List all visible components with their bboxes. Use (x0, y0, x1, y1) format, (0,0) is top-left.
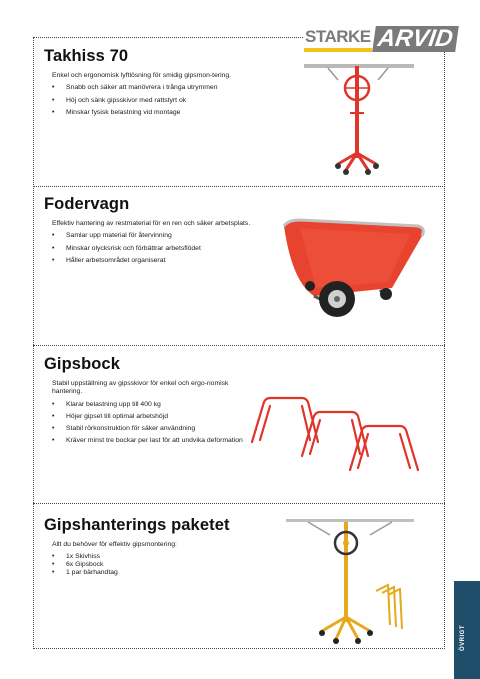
panel-lift-illustration (298, 58, 416, 176)
side-tab-ovrigt[interactable] (454, 581, 480, 679)
section-paketet (44, 516, 274, 577)
list-item: • 1x Skivhiss (52, 553, 256, 561)
list-item: • Minskar fysisk belastning vid montage (52, 109, 256, 117)
bullet-list (44, 84, 274, 117)
section-description: Effektiv hantering av restmaterial för en ren och säker arbetsplats. (52, 220, 251, 227)
section-description: Stabil uppställning av gipsskivor för enkel och ergo-nomisk hantering. (52, 380, 229, 396)
list-item: • Håller arbetsområdet organiserat (52, 257, 256, 265)
section-description: Allt du behöver för effektiv gipsmontering: (52, 541, 177, 548)
section-description: Enkel och ergonomisk lyftlösning för smidig gipsmon-tering. (52, 72, 232, 79)
list-item: • 6x Gipsbock (52, 561, 256, 569)
bullet-list (44, 401, 274, 446)
list-item: • Snabb och säker att manövrera i trånga utrymmen (52, 84, 256, 92)
section-divider (33, 345, 445, 346)
lift-package-illustration (284, 513, 416, 645)
logo-word-arvid: ARVID (372, 26, 458, 52)
list-item: • Minskar olycksrisk och förbättrar arbetsflödet (52, 245, 256, 253)
section-title: Fodervagn (44, 195, 130, 213)
bullet-list (44, 232, 274, 265)
section-divider (33, 186, 445, 187)
list-item: • Höj och sänk gipsskivor med rattstyrt ok (52, 97, 256, 105)
section-title: Takhiss 70 (44, 47, 129, 65)
section-title: Gipsbock (44, 355, 120, 373)
list-item: • Samlar upp material för återvinning (52, 232, 256, 240)
bullet-list (44, 553, 274, 576)
list-item: • Höjer gipset till optimal arbetshöjd (52, 413, 256, 421)
section-gipsbock (44, 355, 274, 450)
list-item: • Stabil rörkonstruktion för säker användning (52, 425, 256, 433)
section-divider (33, 503, 445, 504)
wheelbarrow-cart-illustration (280, 212, 428, 324)
section-takhiss (44, 47, 274, 121)
list-item: • Klarar belastning upp till 400 kg (52, 401, 256, 409)
sawhorse-illustration (246, 392, 438, 472)
list-item: • Kräver minst tre bockar per last för att undvika deformation (52, 437, 256, 445)
brand-logo (304, 22, 455, 52)
section-title: Gipshanterings paketet (44, 516, 230, 534)
section-fodervagn (44, 195, 274, 269)
logo-word-starke: STARKE (304, 26, 372, 52)
side-tab-label: ÖVRIGT (460, 624, 466, 651)
list-item: • 1 par bärhandtag (52, 569, 256, 577)
